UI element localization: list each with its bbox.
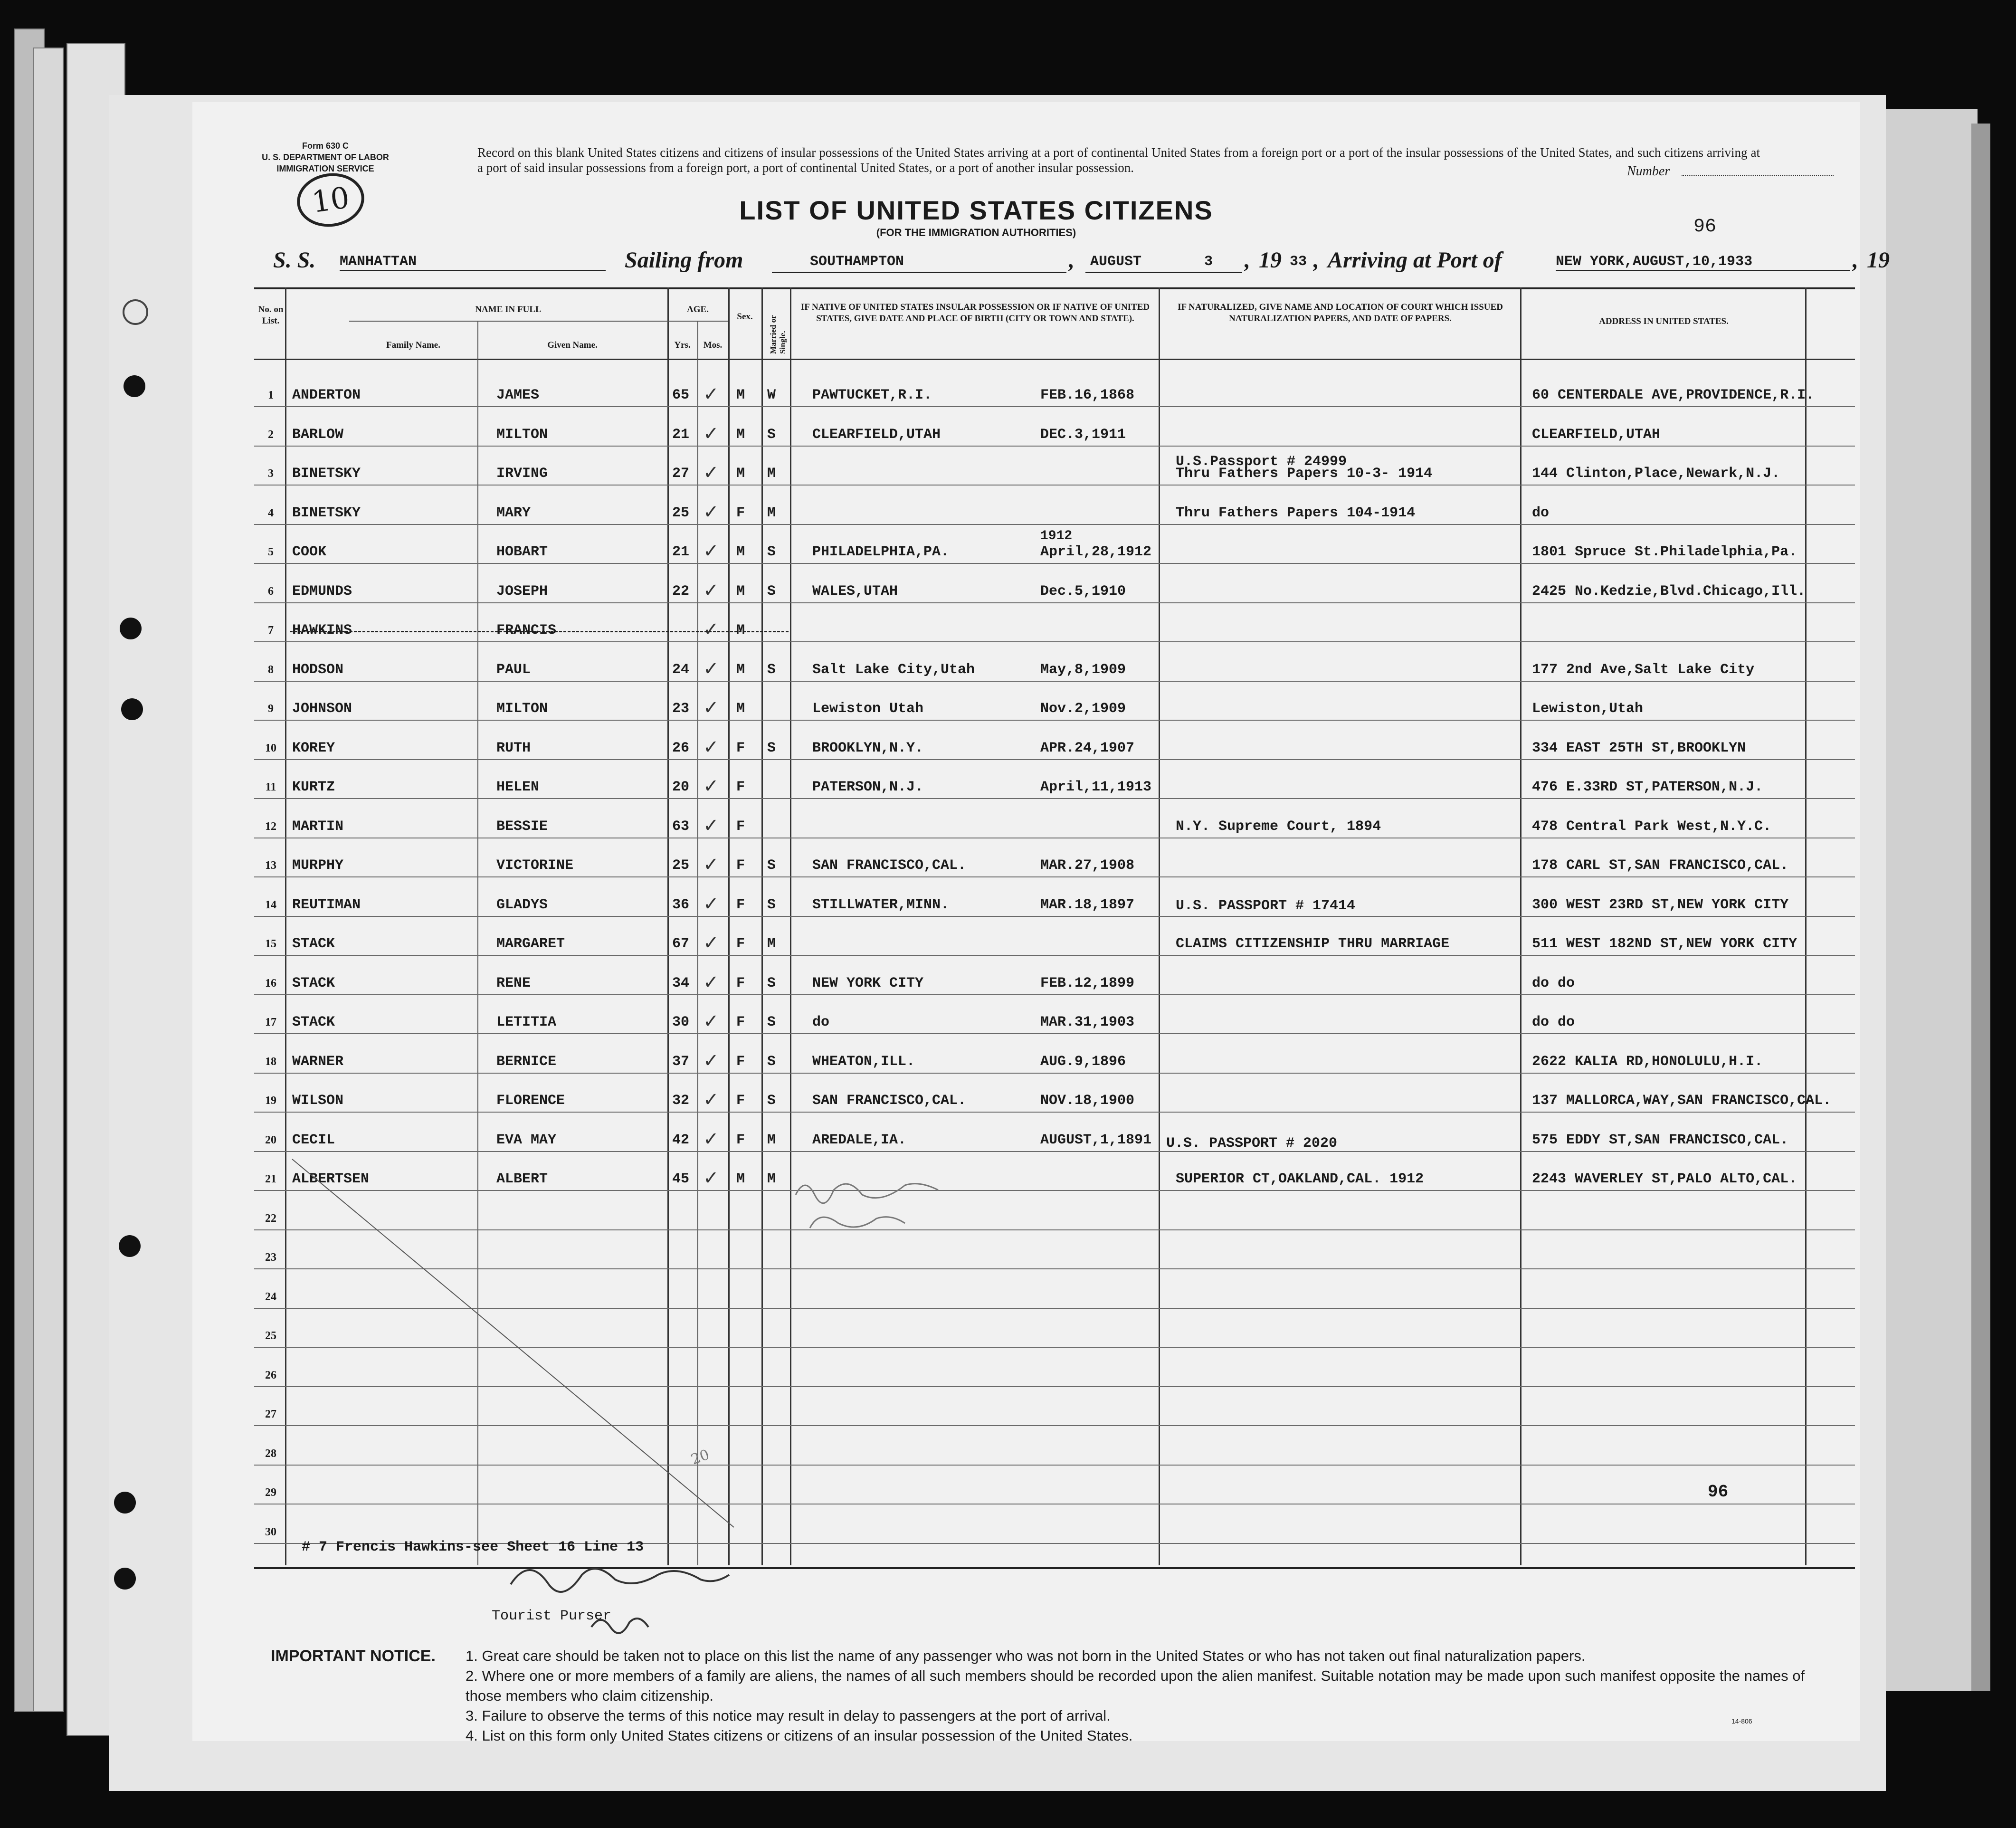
- address: 2243 WAVERLEY ST,PALO ALTO,CAL.: [1532, 1171, 1797, 1187]
- passport-note: U.S.Passport # 24999: [1176, 454, 1347, 470]
- family-name: STACK: [292, 975, 335, 991]
- birth-date: April,28,1912: [1040, 544, 1152, 560]
- checkmark-icon: ✓: [703, 657, 719, 680]
- naturalization: CLAIMS CITIZENSHIP THRU MARRIAGE: [1176, 936, 1450, 952]
- checkmark-icon: ✓: [703, 893, 719, 915]
- row-number: 21: [265, 1173, 276, 1185]
- sex: F: [736, 1132, 745, 1148]
- birth-place: Salt Lake City,Utah: [812, 661, 975, 678]
- row-number: 26: [265, 1369, 276, 1381]
- age-years: 21: [672, 426, 690, 443]
- ss-label: S. S.: [273, 248, 316, 273]
- naturalization: Thru Fathers Papers 104-1914: [1176, 505, 1416, 521]
- form-line: U. S. DEPARTMENT OF LABOR: [262, 152, 389, 162]
- marital-status: S: [767, 975, 776, 991]
- address: 2622 KALIA RD,HONOLULU,H.I.: [1532, 1053, 1763, 1070]
- family-name: EDMUNDS: [292, 583, 352, 600]
- binder-hole: [114, 1568, 136, 1590]
- birth-date: Dec.5,1910: [1040, 583, 1126, 600]
- birth-place: STILLWATER,MINN.: [812, 896, 950, 913]
- binder-hole: [121, 698, 143, 720]
- birth-place: do: [812, 1014, 830, 1030]
- binder-hole: [120, 618, 142, 639]
- row-number: 1: [268, 389, 274, 401]
- purser-signature: [511, 1569, 729, 1592]
- given-name: MARY: [496, 505, 531, 521]
- page-subtitle: (FOR THE IMMIGRATION AUTHORITIES): [876, 227, 1076, 238]
- binder-hole: [123, 299, 148, 325]
- given-name: PAUL: [496, 661, 531, 678]
- checkmark-icon: ✓: [703, 697, 719, 719]
- birth-place: NEW YORK CITY: [812, 975, 924, 991]
- birth-place: WALES,UTAH: [812, 583, 898, 600]
- family-name: WILSON: [292, 1093, 344, 1109]
- checkmark-icon: ✓: [703, 579, 719, 601]
- family-name: COOK: [292, 544, 327, 560]
- col-header-sex: Sex.: [737, 312, 753, 322]
- sex: M: [736, 466, 745, 482]
- row-number: 17: [265, 1016, 276, 1028]
- naturalization: N.Y. Supreme Court, 1894: [1176, 818, 1381, 835]
- family-name: BARLOW: [292, 426, 344, 443]
- age-years: 34: [672, 975, 690, 991]
- marital-status: M: [767, 505, 776, 521]
- col-header-family: Family Name.: [386, 340, 440, 350]
- marital-status: S: [767, 426, 776, 443]
- date-correction: 1912: [1040, 529, 1073, 543]
- age-years: 23: [672, 701, 690, 717]
- row-number: 2: [268, 428, 274, 441]
- age-years: 26: [672, 740, 690, 756]
- row-number: 23: [265, 1251, 276, 1264]
- family-name: WARNER: [292, 1053, 344, 1070]
- birth-place: WHEATON,ILL.: [812, 1053, 915, 1070]
- marital-status: S: [767, 1053, 776, 1070]
- birth-place: AREDALE,IA.: [812, 1132, 907, 1148]
- age-years: 37: [672, 1053, 690, 1070]
- family-name: STACK: [292, 936, 335, 952]
- birth-date: MAR.18,1897: [1040, 896, 1135, 913]
- margin-note: 20: [689, 1446, 712, 1468]
- checkmark-icon: ✓: [703, 462, 719, 484]
- form-line: Form 630 C: [302, 141, 349, 151]
- page-edge: [33, 48, 64, 1712]
- sex: F: [736, 818, 745, 835]
- checkmark-icon: ✓: [703, 1167, 719, 1189]
- birth-place: BROOKLYN,N.Y.: [812, 740, 924, 756]
- col-header-given: Given Name.: [547, 340, 598, 350]
- sex: F: [736, 740, 745, 756]
- notice-item: 1. Great care should be taken not to place on this list the name of any passenger who was not born in the United States or who has not taken out final naturalization papers.: [466, 1647, 1586, 1664]
- birth-place: PATERSON,N.J.: [812, 779, 924, 795]
- address: 300 WEST 23RD ST,NEW YORK CITY: [1532, 896, 1789, 913]
- address: 476 E.33RD ST,PATERSON,N.J.: [1532, 779, 1763, 795]
- binder-hole: [124, 375, 145, 397]
- row-number: 19: [265, 1095, 276, 1107]
- marital-status: M: [767, 1132, 776, 1148]
- checkmark-icon: ✓: [703, 619, 719, 640]
- sex: F: [736, 1053, 745, 1070]
- row-number: 18: [265, 1055, 276, 1068]
- family-name: BINETSKY: [292, 505, 361, 521]
- marital-status: S: [767, 544, 776, 560]
- given-name: EVA MAY: [496, 1132, 557, 1148]
- col-header-yrs: Yrs.: [674, 340, 691, 350]
- sex: F: [736, 936, 745, 952]
- family-name: JOHNSON: [292, 701, 352, 717]
- given-name: BESSIE: [496, 818, 548, 835]
- birth-date: April,11,1913: [1040, 779, 1152, 795]
- age-years: 24: [672, 661, 690, 678]
- checkmark-icon: ✓: [703, 1010, 719, 1032]
- row-number: 25: [265, 1330, 276, 1342]
- sex: F: [736, 505, 745, 521]
- birth-place: SAN FRANCISCO,CAL.: [812, 1093, 967, 1109]
- marital-status: M: [767, 936, 776, 952]
- checkmark-icon: ✓: [703, 1049, 719, 1072]
- birth-place: PHILADELPHIA,PA.: [812, 544, 950, 560]
- col-header-birth: IF NATIVE OF UNITED STATES INSULAR POSSESSION OR IF NATIVE OF UNITED STATES, GIVE DATE AND PLACE OF BIRTH (CITY OR TOWN AND STATE).: [800, 302, 1150, 324]
- row-number: 14: [265, 898, 276, 911]
- checkmark-icon: ✓: [703, 854, 719, 876]
- marital-status: S: [767, 1014, 776, 1030]
- age-years: 25: [672, 505, 690, 521]
- naturalization: Thru Fathers Papers 10-3- 1914: [1176, 466, 1433, 482]
- row-number: 24: [265, 1290, 276, 1303]
- family-name: BINETSKY: [292, 466, 361, 482]
- sex: M: [736, 583, 745, 600]
- col-header-naturalized: IF NATURALIZED, GIVE NAME AND LOCATION OF COURT WHICH ISSUED NATURALIZATION PAPERS, AND DATE OF PAPERS.: [1178, 302, 1503, 324]
- col-header-name: NAME IN FULL: [475, 305, 542, 314]
- row-number: 28: [265, 1447, 276, 1460]
- checkmark-icon: ✓: [703, 540, 719, 562]
- sex: M: [736, 701, 745, 717]
- address: 575 EDDY ST,SAN FRANCISCO,CAL.: [1532, 1132, 1789, 1148]
- address: 334 EAST 25TH ST,BROOKLYN: [1532, 740, 1746, 756]
- sex: M: [736, 426, 745, 443]
- address: 478 Central Park West,N.Y.C.: [1532, 818, 1772, 835]
- page-title: LIST OF UNITED STATES CITIZENS: [739, 195, 1213, 225]
- col-header-no: No. on List.: [258, 305, 284, 326]
- address: 177 2nd Ave,Salt Lake City: [1532, 661, 1755, 678]
- form-line: IMMIGRATION SERVICE: [276, 164, 374, 173]
- passenger-manifest-form: [192, 102, 1890, 1744]
- form-instructions: Record on this blank United States citizens and citizens of insular possessions of the United States arriving at a port of continental United States from a foreign port or a port of the insular possessions of the United States, and such citizens arriving at a port of said insular possessions from a foreign port, a port of continental United States, or a port of another insular possession.: [477, 145, 1760, 175]
- birth-place: CLEARFIELD,UTAH: [812, 426, 941, 443]
- given-name: FLORENCE: [496, 1093, 565, 1109]
- sex: F: [736, 975, 745, 991]
- checkmark-icon: ✓: [703, 932, 719, 954]
- signature-title: Tourist Purser: [492, 1608, 612, 1624]
- family-name: MURPHY: [292, 857, 344, 874]
- age-years: 63: [672, 818, 690, 835]
- marital-status: S: [767, 896, 776, 913]
- row-number: 15: [265, 938, 276, 950]
- given-name: JAMES: [496, 387, 540, 403]
- year-suffix: 33: [1290, 254, 1307, 270]
- birth-date: NOV.18,1900: [1040, 1093, 1135, 1109]
- row-number: 22: [265, 1212, 276, 1225]
- row-number: 20: [265, 1133, 276, 1146]
- address: 511 WEST 182ND ST,NEW YORK CITY: [1532, 936, 1797, 952]
- address: do do: [1532, 975, 1575, 991]
- given-name: LETITIA: [496, 1014, 557, 1030]
- age-years: 67: [672, 936, 690, 952]
- given-name: RUTH: [496, 740, 531, 756]
- port-to: NEW YORK,AUGUST,10,1933: [1556, 254, 1850, 271]
- family-name: KOREY: [292, 740, 335, 756]
- row-number: 11: [265, 781, 276, 793]
- given-name: MARGARET: [496, 936, 565, 952]
- birth-place: PAWTUCKET,R.I.: [812, 387, 932, 403]
- given-name: BERNICE: [496, 1053, 557, 1070]
- row-number: 30: [265, 1525, 276, 1538]
- age-years: 21: [672, 544, 690, 560]
- row-number: 9: [268, 703, 274, 715]
- binder-hole: [114, 1492, 136, 1514]
- age-years: 22: [672, 583, 690, 600]
- corner-stamp: 96: [1708, 1482, 1729, 1502]
- birth-date: May,8,1909: [1040, 661, 1126, 678]
- row-number: 3: [268, 467, 274, 480]
- ship-name: MANHATTAN: [340, 254, 606, 271]
- given-name: GLADYS: [496, 896, 548, 913]
- age-years: 42: [672, 1132, 690, 1148]
- checkmark-icon: ✓: [703, 736, 719, 758]
- port-from: SOUTHAMPTON: [810, 254, 904, 270]
- row-number: 16: [265, 977, 276, 990]
- page-stamp: 96: [1693, 216, 1717, 238]
- naturalization: SUPERIOR CT,OAKLAND,CAL. 1912: [1176, 1171, 1424, 1187]
- family-name: STACK: [292, 1014, 335, 1030]
- given-name: HELEN: [496, 779, 540, 795]
- circled-number: 10: [294, 169, 368, 231]
- checkmark-icon: ✓: [703, 422, 719, 445]
- col-header-age: AGE.: [687, 305, 709, 314]
- cancel-line: [292, 1159, 734, 1527]
- given-name: RENE: [496, 975, 531, 991]
- col-header-married: Married or Single.: [769, 315, 787, 354]
- sex: F: [736, 896, 745, 913]
- row-number: 5: [268, 546, 274, 558]
- sex: M: [736, 544, 745, 560]
- given-name: ALBERT: [496, 1171, 548, 1187]
- row-number: 4: [268, 506, 274, 519]
- address: do: [1532, 505, 1550, 521]
- footnote: # 7 Frencis Hawkins-see Sheet 16 Line 13: [302, 1539, 644, 1555]
- checkmark-icon: ✓: [703, 383, 719, 405]
- row-number: 6: [268, 585, 274, 598]
- checkmark-icon: ✓: [703, 1089, 719, 1111]
- age-years: 20: [672, 779, 690, 795]
- scribble-initials: [796, 1184, 938, 1203]
- marital-status: S: [767, 740, 776, 756]
- given-name: MILTON: [496, 701, 548, 717]
- given-name: JOSEPH: [496, 583, 548, 600]
- year-prefix: 19: [1259, 248, 1282, 273]
- marital-status: S: [767, 857, 776, 874]
- row-number: 8: [268, 663, 274, 676]
- address: 60 CENTERDALE AVE,PROVIDENCE,R.I.: [1532, 387, 1815, 403]
- family-name: KURTZ: [292, 779, 335, 795]
- age-years: 27: [672, 466, 690, 482]
- checkmark-icon: ✓: [703, 971, 719, 993]
- address: Lewiston,Utah: [1532, 701, 1644, 717]
- checkmark-icon: ✓: [703, 814, 719, 837]
- notice-item: 3. Failure to observe the terms of this notice may result in delay to passengers at the port of arrival.: [466, 1707, 1111, 1724]
- row-number: 29: [265, 1486, 276, 1499]
- birth-place: SAN FRANCISCO,CAL.: [812, 857, 967, 874]
- notice-lead: IMPORTANT NOTICE.: [271, 1647, 436, 1665]
- sex: M: [736, 387, 745, 403]
- sex: F: [736, 1093, 745, 1109]
- family-name: ANDERTON: [292, 387, 361, 403]
- age-years: 30: [672, 1014, 690, 1030]
- address: 137 MALLORCA,WAY,SAN FRANCISCO,CAL.: [1532, 1093, 1832, 1109]
- age-years: 45: [672, 1171, 690, 1187]
- row-number: 7: [268, 624, 274, 637]
- sailing-day: 3: [1204, 254, 1213, 270]
- row-number: 27: [265, 1408, 276, 1420]
- row-number: 12: [265, 820, 276, 833]
- sailing-month: AUGUST: [1090, 254, 1142, 270]
- address: 1801 Spruce St.Philadelphia,Pa.: [1532, 544, 1797, 560]
- address: 2425 No.Kedzie,Blvd.Chicago,Ill.: [1532, 583, 1806, 600]
- given-name: VICTORINE: [496, 857, 574, 874]
- family-name: CECIL: [292, 1132, 335, 1148]
- birth-date: Nov.2,1909: [1040, 701, 1126, 717]
- checkmark-icon: ✓: [703, 501, 719, 523]
- sex: F: [736, 857, 745, 874]
- address: CLEARFIELD,UTAH: [1532, 426, 1661, 443]
- marital-status: W: [767, 387, 776, 403]
- marital-status: M: [767, 466, 776, 482]
- year-prefix-2: 19: [1867, 248, 1890, 273]
- sex: M: [736, 622, 745, 638]
- given-name: HOBART: [496, 544, 548, 560]
- sex: F: [736, 1014, 745, 1030]
- birth-place: Lewiston Utah: [812, 701, 924, 717]
- row-number: 10: [265, 742, 276, 754]
- family-name: MARTIN: [292, 818, 344, 835]
- notice-item: 2. Where one or more members of a family are aliens, the names of all such members should be recorded upon the alien manifest. Suitable notation may be made upon such manifest opposite the names of those members who claim citizenship.: [466, 1667, 1805, 1704]
- page-edge-right: [1971, 124, 1990, 1691]
- given-name: MILTON: [496, 426, 548, 443]
- birth-date: FEB.12,1899: [1040, 975, 1135, 991]
- age-years: 36: [672, 896, 690, 913]
- birth-date: FEB.16,1868: [1040, 387, 1135, 403]
- col-header-address: ADDRESS IN UNITED STATES.: [1599, 316, 1729, 326]
- binder-hole: [119, 1235, 141, 1257]
- checkmark-icon: ✓: [703, 775, 719, 797]
- arriving-label: Arriving at Port of: [1328, 248, 1502, 273]
- voyage-line: S. S. MANHATTAN Sailing from SOUTHAMPTON , AUGUST 3 , 19 33 , Arriving at Port of NEW YORK,AUGUST,10,1933 , 19: [273, 248, 1890, 273]
- birth-date: AUG.9,1896: [1040, 1053, 1126, 1070]
- scribble-initials: [810, 1217, 905, 1228]
- given-name: FRANCIS: [496, 622, 557, 638]
- address: do do: [1532, 1014, 1575, 1030]
- family-name: HAWKINS: [292, 622, 352, 638]
- family-name: REUTIMAN: [292, 896, 361, 913]
- marital-status: S: [767, 583, 776, 600]
- age-years: 25: [672, 857, 690, 874]
- passport-note: U.S. PASSPORT # 17414: [1176, 898, 1356, 914]
- age-years: 32: [672, 1093, 690, 1109]
- address: 178 CARL ST,SAN FRANCISCO,CAL.: [1532, 857, 1789, 874]
- col-header-mos: Mos.: [703, 340, 723, 350]
- address: 144 Clinton,Place,Newark,N.J.: [1532, 466, 1780, 482]
- marital-status: S: [767, 661, 776, 678]
- age-years: 65: [672, 387, 690, 403]
- notice-item: 4. List on this form only United States citizens or citizens of an insular possession of the United States.: [466, 1727, 1133, 1744]
- birth-date: DEC.3,1911: [1040, 426, 1126, 443]
- marital-status: S: [767, 1093, 776, 1109]
- given-name: IRVING: [496, 466, 548, 482]
- birth-date: MAR.27,1908: [1040, 857, 1135, 874]
- passport-note: U.S. PASSPORT # 2020: [1166, 1135, 1338, 1152]
- marital-status: M: [767, 1171, 776, 1187]
- birth-date: AUGUST,1,1891: [1040, 1132, 1152, 1148]
- sex: M: [736, 661, 745, 678]
- sex: M: [736, 1171, 745, 1187]
- number-label: Number: [1627, 164, 1670, 179]
- sailing-label: Sailing from: [625, 248, 743, 273]
- row-number: 13: [265, 859, 276, 872]
- sex: F: [736, 779, 745, 795]
- family-name: HODSON: [292, 661, 344, 678]
- checkmark-icon: ✓: [703, 1128, 719, 1150]
- birth-date: APR.24,1907: [1040, 740, 1135, 756]
- family-name: ALBERTSEN: [292, 1171, 370, 1187]
- birth-date: MAR.31,1903: [1040, 1014, 1135, 1030]
- form-code: 14-806: [1731, 1717, 1752, 1725]
